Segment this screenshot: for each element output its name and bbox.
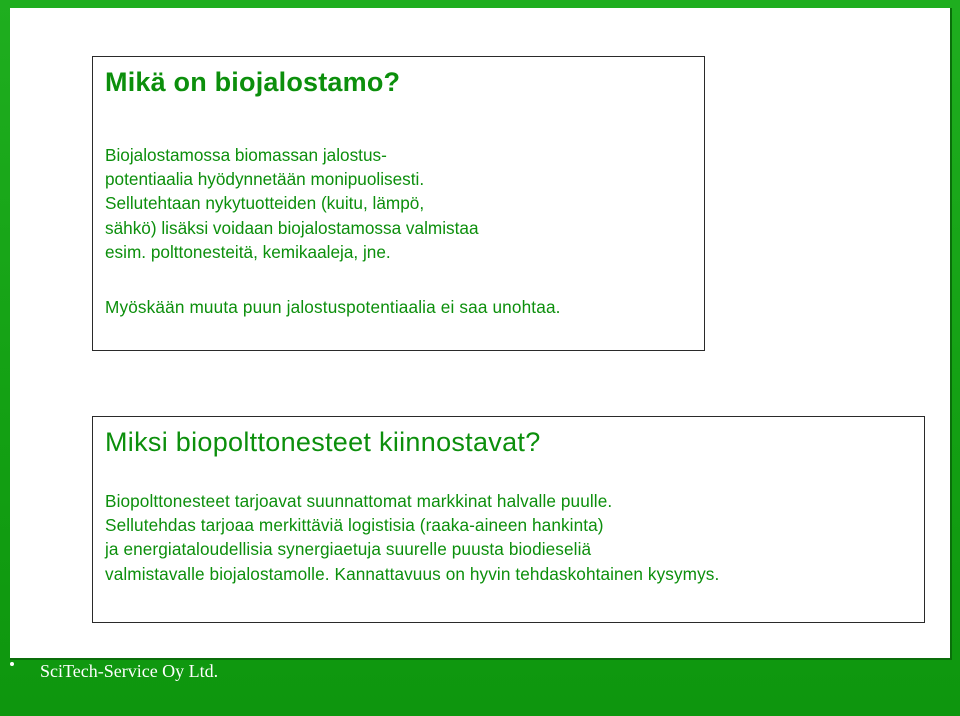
text-line: Sellutehtaan nykytuotteiden (kuitu, lämpö,	[105, 193, 425, 214]
slide-content-area	[10, 8, 952, 660]
text-box-biorefinery	[92, 56, 705, 351]
text-line: Sellutehdas tarjoaa merkittäviä logistisia (raaka-aineen hankinta)	[105, 515, 604, 536]
text-line: potentiaalia hyödynnetään monipuolisesti.	[105, 169, 425, 190]
footer-company-name: SciTech-Service Oy Ltd.	[40, 661, 219, 681]
text-line: Biopolttonesteet tarjoavat suunnattomat markkinat halvalle puulle.	[105, 491, 613, 511]
paragraph-biorefinery-note: Myöskään muuta puun jalostuspotentiaalia ei saa unohtaa.	[105, 297, 561, 317]
footer-bullet-icon	[10, 662, 14, 666]
section-title-biorefinery: Mikä on biojalostamo?	[105, 67, 401, 97]
text-line: esim. polttonesteitä, kemikaaleja, jne.	[105, 241, 391, 262]
text-line: Biojalostamossa biomassan jalostus-	[105, 145, 387, 165]
paragraph-biofuels	[105, 489, 915, 586]
paragraph-biorefinery-intro	[105, 143, 665, 264]
text-line: valmistavalle biojalostamolle. Kannattavuus on hyvin tehdaskohtainen kysymys.	[105, 563, 720, 584]
text-box-biofuels	[92, 416, 925, 623]
text-line: ja energiataloudellisia synergiaetuja suurelle puusta biodieseliä	[105, 539, 592, 560]
section-title-biofuels: Miksi biopolttonesteet kiinnostavat?	[105, 427, 541, 457]
text-line: sähkö) lisäksi voidaan biojalostamossa valmistaa	[105, 217, 479, 238]
